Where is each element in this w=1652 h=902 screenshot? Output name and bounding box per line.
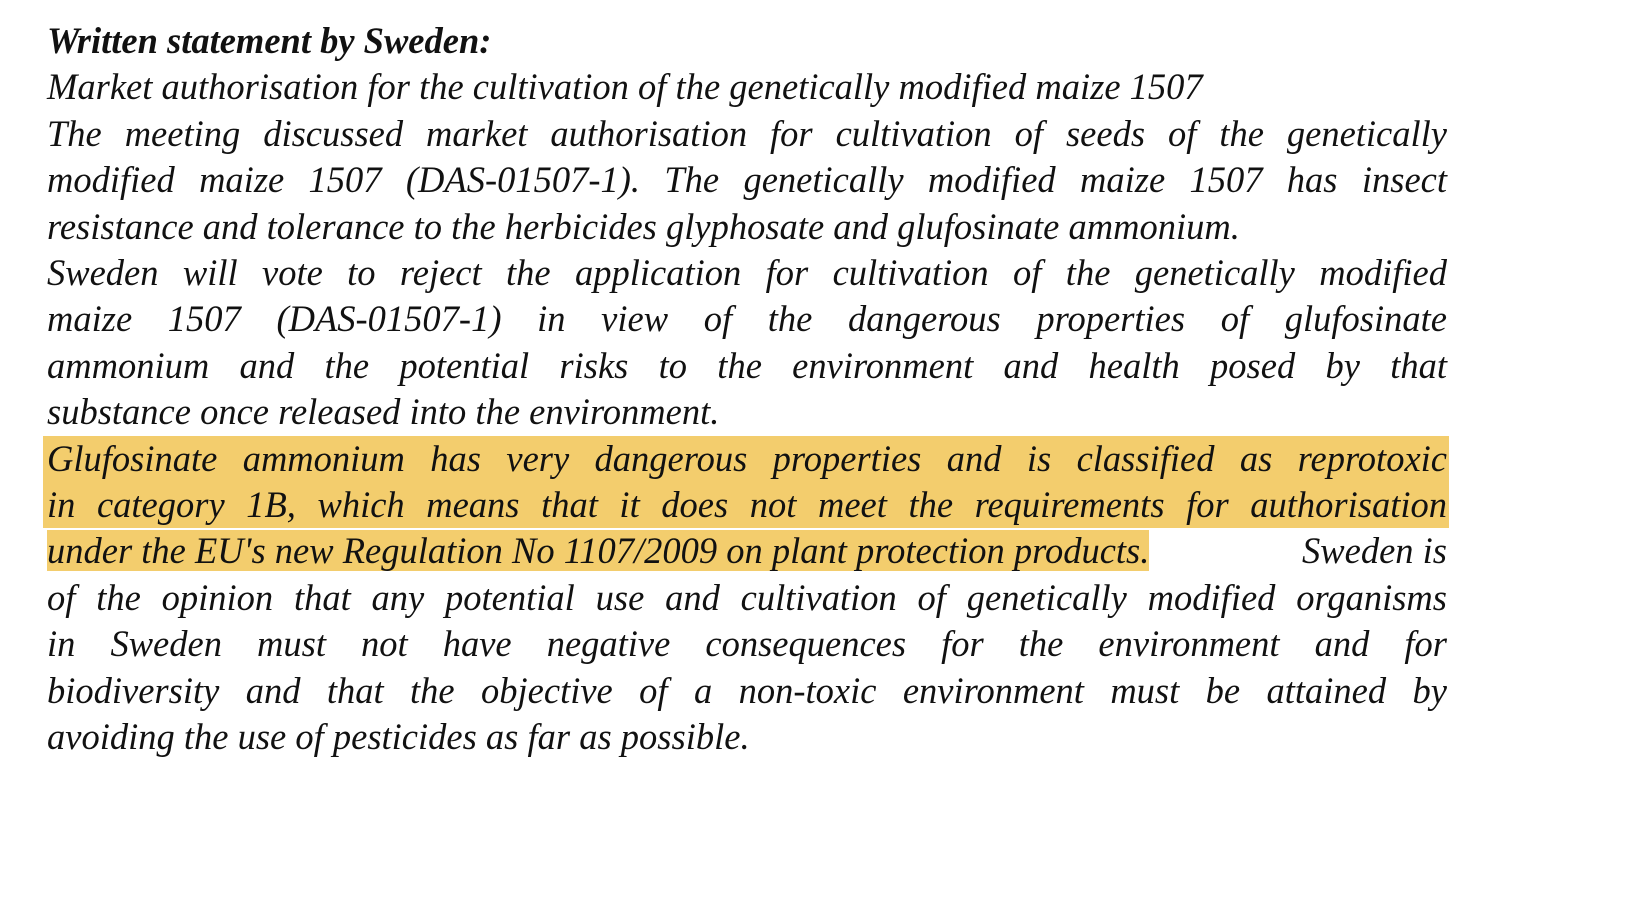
highlighted-line: Glufosinate ammonium has very dangerous properties and is classified as reprotoxic — [43, 436, 1449, 482]
paragraph-line: substance once released into the environment. — [47, 391, 720, 433]
mixed-line — [47, 528, 1447, 574]
paragraph-line: maize 1507 (DAS-01507-1) in view of the dangerous properties of glufosinate — [47, 298, 1447, 340]
paragraph-line: avoiding the use of pesticides as far as possible. — [47, 716, 750, 758]
highlighted-text: under the EU's new Regulation No 1107/2009 on plant protection products. — [47, 530, 1150, 572]
highlighted-line: in category 1B, which means that it does not meet the requirements for authorisation — [43, 482, 1449, 528]
paragraph-line: biodiversity and that the objective of a non-toxic environment must be attained by — [47, 669, 1447, 711]
statement-title: Written statement by Sweden: — [47, 20, 492, 61]
paragraph-line: ammonium and the potential risks to the environment and health posed by that — [47, 344, 1447, 386]
paragraph-text: Sweden is — [1302, 530, 1447, 572]
paragraph-line: of the opinion that any potential use and cultivation of genetically modified organisms — [47, 576, 1447, 618]
paragraph-line: Sweden will vote to reject the application for cultivation of the genetically modified — [47, 252, 1447, 294]
document-body — [47, 18, 1447, 761]
statement-subtitle: Market authorisation for the cultivation of the genetically modified maize 1507 — [47, 66, 1203, 108]
paragraph-line: in Sweden must not have negative consequences for the environment and for — [47, 623, 1447, 665]
paragraph-line: The meeting discussed market authorisation for cultivation of seeds of the genetically — [47, 112, 1447, 154]
paragraph-line: modified maize 1507 (DAS-01507-1). The genetically modified maize 1507 has insect — [47, 159, 1447, 201]
paragraph-line: resistance and tolerance to the herbicides glyphosate and glufosinate ammonium. — [47, 205, 1240, 247]
